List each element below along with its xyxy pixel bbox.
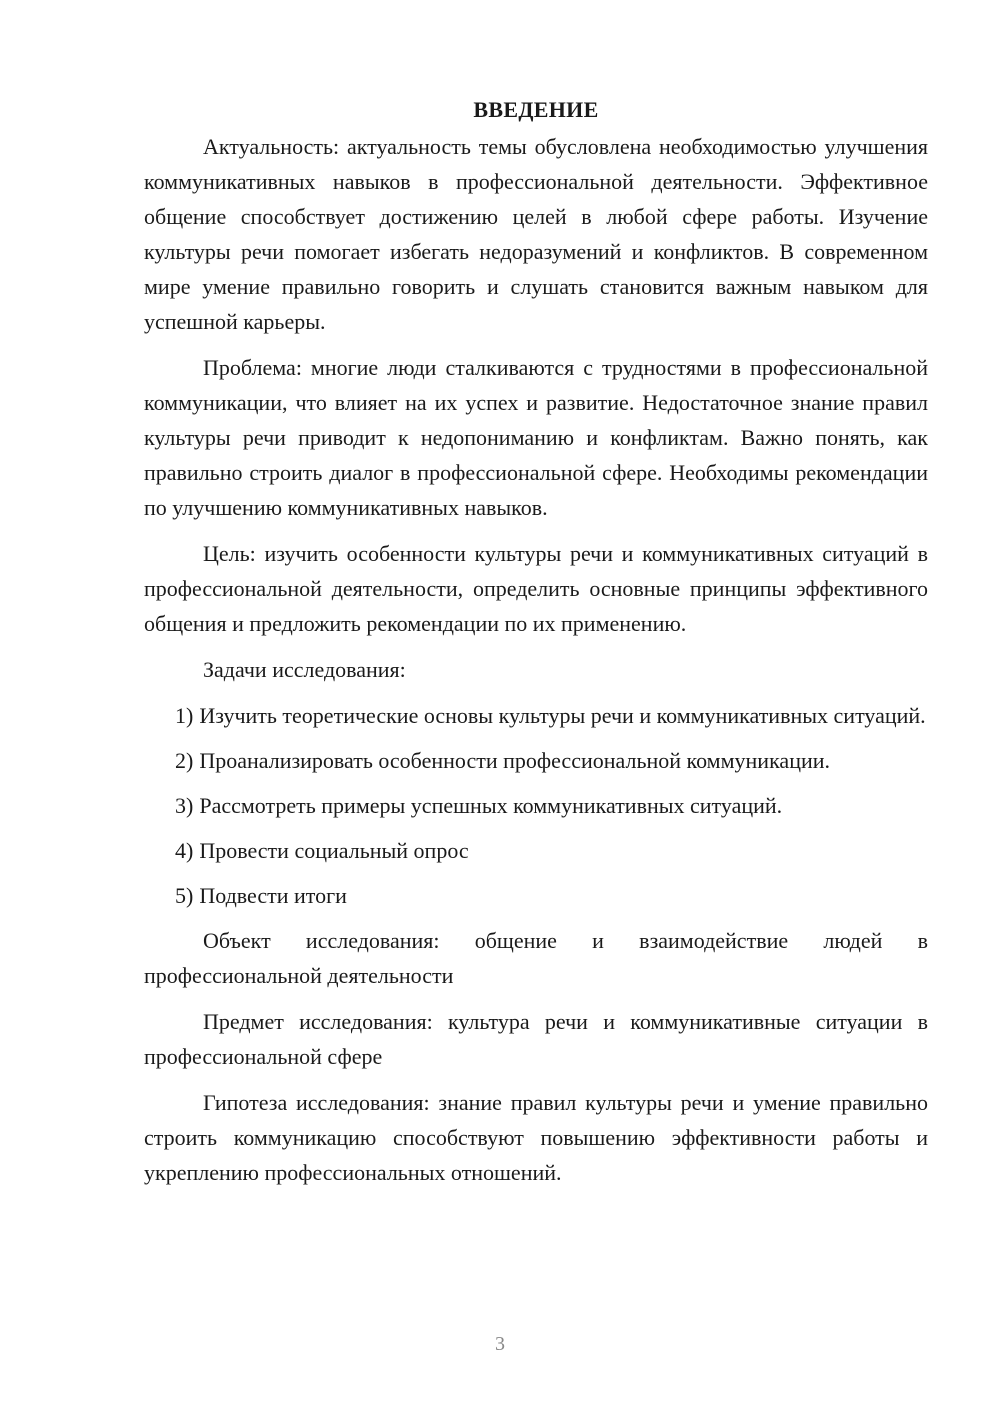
task-item <box>144 788 928 823</box>
task-text: Проанализировать особенности профессиональной коммуникации. <box>199 748 831 773</box>
problem-paragraph: Проблема: многие люди сталкиваются с трудностями в профессиональной коммуникации, что влияет на их успех и развитие. Недостаточное знание правил культуры речи приводит к недопониманию и конфликтам. Важно понять, как правильно строить диалог в профессиональной сфере. Необходимы рекомендации по улучшению коммуникативных навыков. <box>144 355 928 520</box>
subject-paragraph: Предмет исследования: культура речи и коммуникативные ситуации в профессиональной сфере <box>144 1009 928 1069</box>
task-number: 5) <box>175 883 194 908</box>
task-number: 2) <box>175 748 194 773</box>
task-text: Рассмотреть примеры успешных коммуникативных ситуаций. <box>199 793 783 818</box>
page-title: ВВЕДЕНИЕ <box>473 97 599 122</box>
task-item <box>144 698 928 733</box>
task-number: 4) <box>175 838 194 863</box>
document-page <box>144 92 928 1201</box>
task-item <box>144 833 928 868</box>
task-text: Подвести итоги <box>199 883 347 908</box>
relevance-paragraph: Актуальность: актуальность темы обусловлена необходимостью улучшения коммуникативных навыков в профессиональной деятельности. Эффективное общение способствует достижению целей в любой сфере работы. Изучение культуры речи помогает избегать недоразумений и конфликтов. В современном мире умение правильно говорить и слушать становится важным навыком для успешной карьеры. <box>144 134 928 334</box>
task-number: 1) <box>175 703 194 728</box>
task-text: Изучить теоретические основы культуры речи и коммуникативных ситуаций. <box>199 703 926 728</box>
page-number: 3 <box>495 1333 505 1355</box>
hypothesis-paragraph: Гипотеза исследования: знание правил культуры речи и умение правильно строить коммуникацию способствуют повышению эффективности работы и укреплению профессиональных отношений. <box>144 1090 928 1185</box>
object-paragraph: Объект исследования: общение и взаимодействие людей в профессиональной деятельности <box>144 928 928 988</box>
tasks-heading: Задачи исследования: <box>203 657 406 682</box>
task-number: 3) <box>175 793 194 818</box>
goal-paragraph: Цель: изучить особенности культуры речи и коммуникативных ситуаций в профессиональной деятельности, определить основные принципы эффективного общения и предложить рекомендации по их применению. <box>144 541 928 636</box>
task-item <box>144 878 928 913</box>
task-text: Провести социальный опрос <box>199 838 469 863</box>
task-item <box>144 743 928 778</box>
